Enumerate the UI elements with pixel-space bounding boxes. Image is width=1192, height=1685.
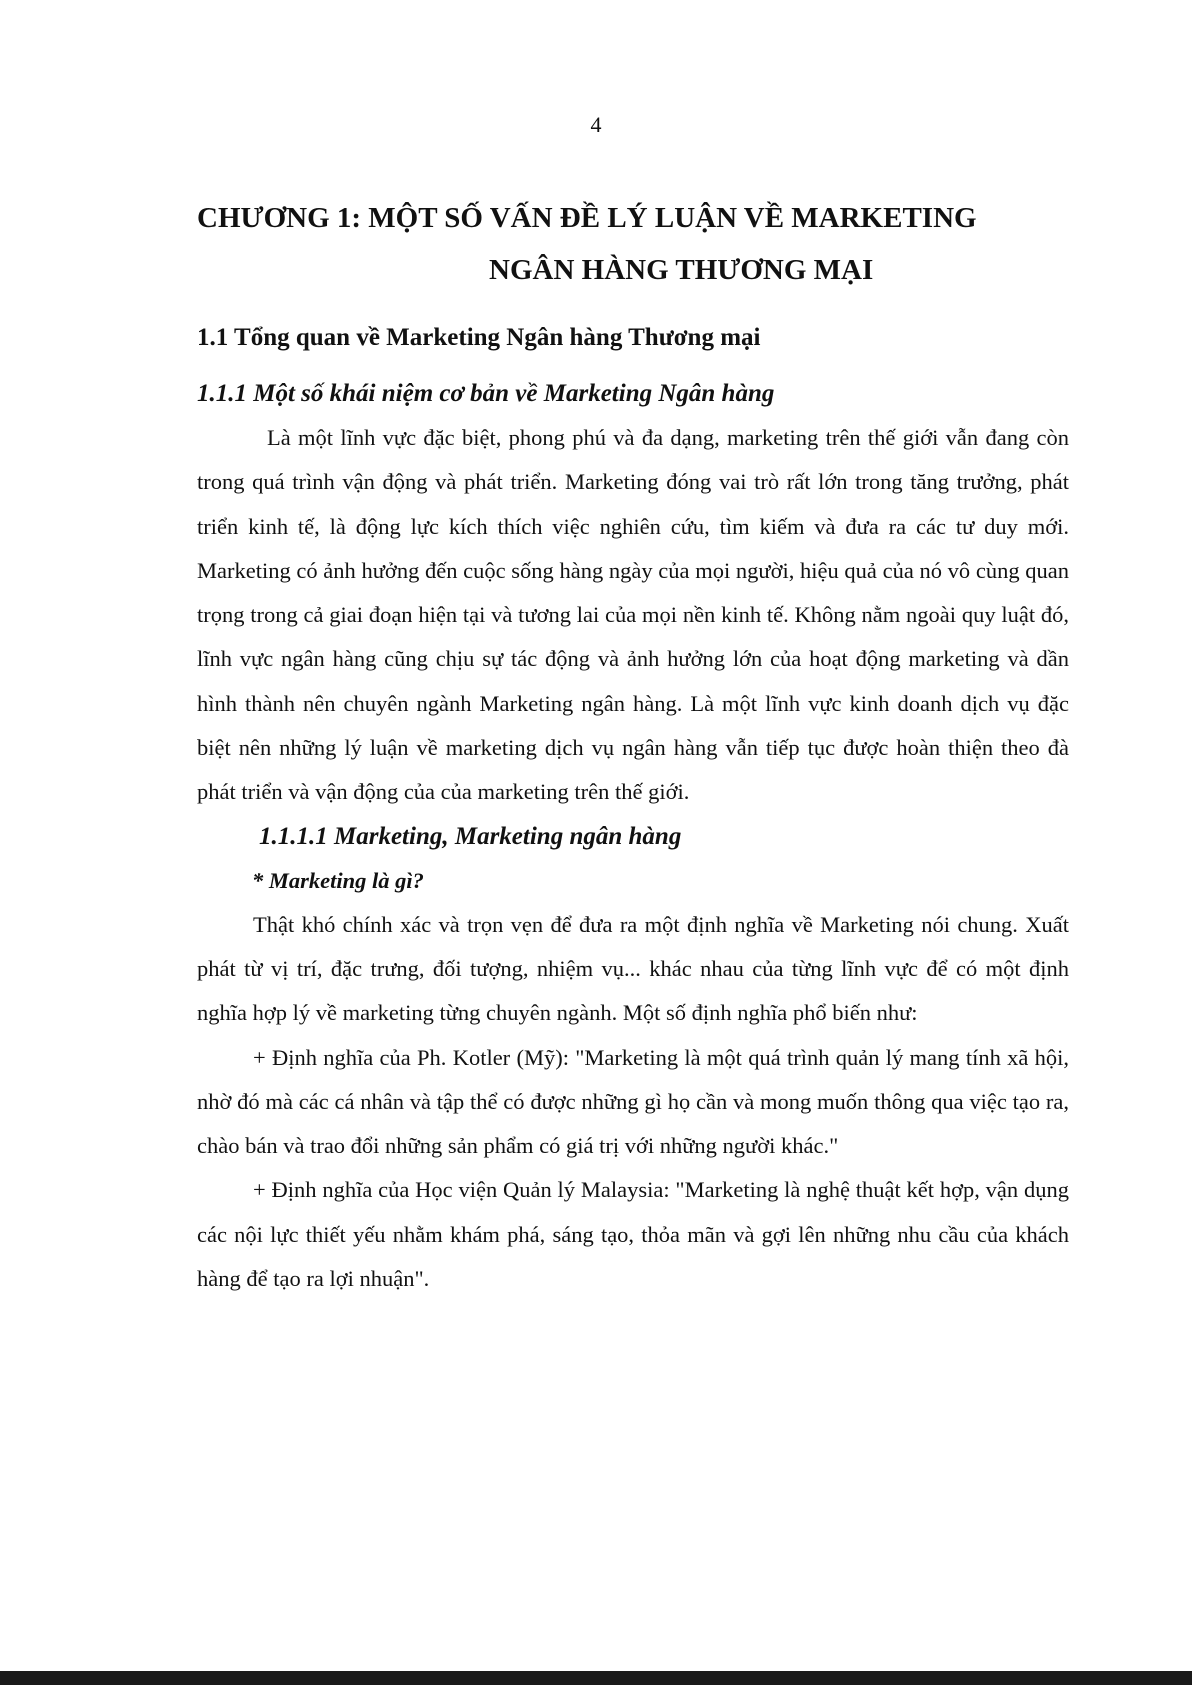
- paragraph-malaysia-definition: + Định nghĩa của Học viện Quản lý Malaysia: "Marketing là nghệ thuật kết hợp, vận dụng các nội lực thiết yếu nhằm khám phá, sáng tạo, thỏa mãn và gợi lên những nhu cầu của khách hàng để tạo ra lợi nhuận".: [197, 1177, 1069, 1292]
- viewer-bottom-bar: [0, 1671, 1192, 1685]
- subheading-what-is-marketing: * Marketing là gì?: [252, 867, 424, 893]
- chapter-title-line-1: CHƯƠNG 1: MỘT SỐ VẤN ĐỀ LÝ LUẬN VỀ MARKETING: [197, 202, 977, 234]
- chapter-title: [197, 192, 1069, 296]
- chapter-title-line-2: NGÂN HÀNG THƯƠNG MẠI: [489, 254, 874, 286]
- paragraph-kotler-definition: + Định nghĩa của Ph. Kotler (Mỹ): "Marketing là một quá trình quản lý mang tính xã hội, nhờ đó mà các cá nhân và tập thể có được những gì họ cần và mong muốn thông qua việc tạo ra, chào bán và trao đổi những sản phẩm có giá trị với những người khác.": [197, 1044, 1069, 1159]
- page-number: 4: [590, 112, 602, 137]
- paragraph-intro: Là một lĩnh vực đặc biệt, phong phú và đa dạng, marketing trên thế giới vẫn đang còn trong quá trình vận động và phát triển. Marketing đóng vai trò rất lớn trong tăng trưởng, phát triển kinh tế, là động lực kích thích việc nghiên cứu, tìm kiếm và đưa ra các tư duy mới. Marketing có ảnh hưởng đến cuộc sống hàng ngày của mọi người, hiệu quả của nó vô cùng quan trọng trong cả giai đoạn hiện tại và tương lai của mọi nền kinh tế. Không nằm ngoài quy luật đó, lĩnh vực ngân hàng cũng chịu sự tác động và ảnh hưởng lớn của hoạt động marketing và dần hình thành nên chuyên ngành Marketing ngân hàng. Là một lĩnh vực kinh doanh dịch vụ đặc biệt nên những lý luận về marketing dịch vụ ngân hàng vẫn tiếp tục được hoàn thiện theo đà phát triển và vận động của của marketing trên thế giới.: [197, 425, 1069, 805]
- paragraph-definition: Thật khó chính xác và trọn vẹn để đưa ra một định nghĩa về Marketing nói chung. Xuất phát từ vị trí, đặc trưng, đối tượng, nhiệm vụ... khác nhau của từng lĩnh vực để có một định nghĩa hợp lý về marketing từng chuyên ngành. Một số định nghĩa phổ biến như:: [197, 911, 1069, 1026]
- section-heading-1-1: 1.1 Tổng quan về Marketing Ngân hàng Thương mại: [197, 324, 761, 351]
- section-heading-1-1-1-1: 1.1.1.1 Marketing, Marketing ngân hàng: [259, 822, 682, 850]
- page-content: [197, 192, 1069, 1301]
- section-heading-1-1-1: 1.1.1 Một số khái niệm cơ bản về Marketing Ngân hàng: [197, 380, 775, 407]
